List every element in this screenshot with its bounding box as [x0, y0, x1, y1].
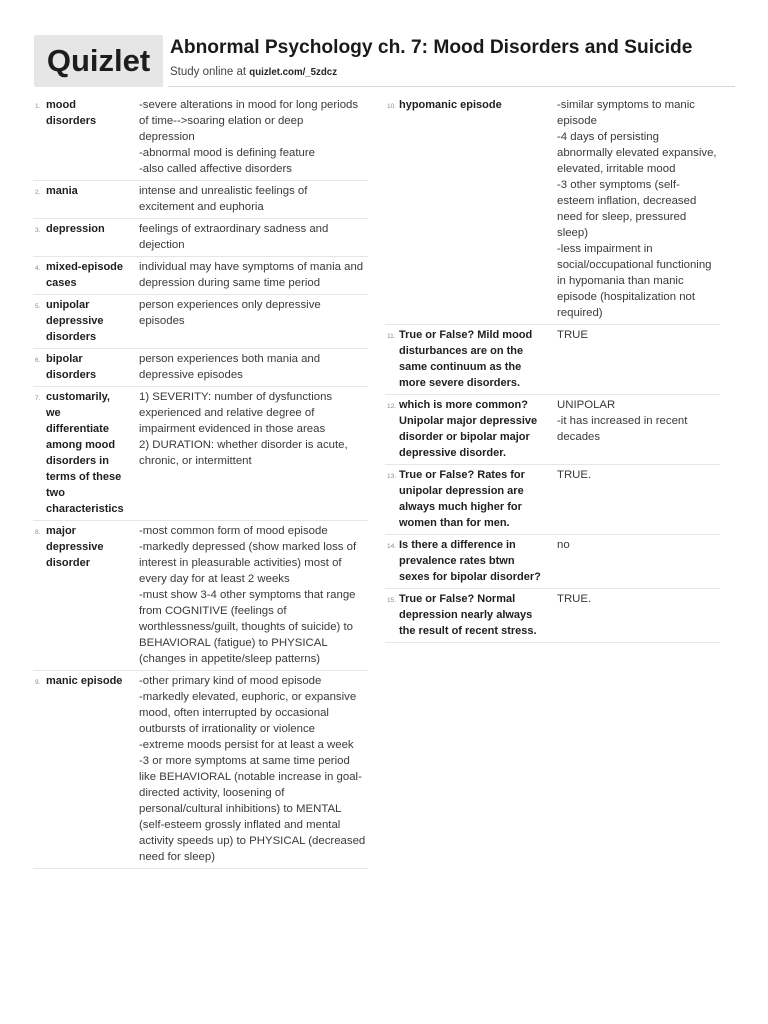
card-term: [399, 327, 557, 391]
card-number: 4.: [35, 265, 41, 272]
definition-line: (self-esteem grossly inflated and mental: [139, 819, 341, 831]
card-term: [399, 467, 557, 531]
definition-line: BEHAVIORAL (fatigue) to PHYSICAL: [139, 637, 328, 649]
card-definition: [139, 221, 368, 253]
study-online-note: [170, 65, 337, 80]
term-line: disorders in: [46, 455, 109, 467]
card-definition: [139, 259, 368, 291]
header-divider: [168, 86, 735, 87]
flashcard-row: [33, 349, 368, 387]
term-line: mixed-episode: [46, 261, 124, 273]
term-line: disorders: [46, 115, 97, 127]
term-line: True or False? Rates for: [399, 469, 525, 481]
definition-line: individual may have symptoms of mania and: [139, 261, 364, 273]
definition-line: episode (hospitalization not: [557, 291, 696, 303]
card-number: 6.: [35, 357, 41, 364]
term-line: which is more common?: [399, 399, 528, 411]
definition-line: need for sleep): [139, 851, 215, 863]
term-line: prevalence rates btwn: [399, 555, 515, 567]
term-line: mood: [46, 99, 76, 111]
card-definition: [139, 183, 368, 215]
term-line: Is there a difference in: [399, 539, 516, 551]
definition-line: depression during same time period: [139, 277, 321, 289]
term-line: characteristics: [46, 503, 124, 515]
definition-line: social/occupational functioning: [557, 259, 712, 271]
term-line: major: [46, 525, 76, 537]
definition-line: activity speeds up) to PHYSICAL (decreased: [139, 835, 366, 847]
card-term: [399, 537, 557, 585]
card-term: [46, 673, 139, 689]
flashcard-row: [33, 387, 368, 521]
flashcard-row: [33, 181, 368, 219]
definition-line: interest in pleasurable activities) most of: [139, 557, 342, 569]
card-number: 10.: [387, 103, 397, 110]
definition-line: required): [557, 307, 603, 319]
term-line: depressive: [46, 541, 104, 553]
card-term: [46, 351, 139, 383]
card-term: [46, 97, 139, 129]
term-line: disturbances are on the: [399, 345, 524, 357]
flashcard-row: [33, 521, 368, 671]
card-definition: [139, 351, 368, 383]
term-line: True or False? Normal: [399, 593, 516, 605]
flashcard-row: [385, 325, 720, 395]
definition-line: personal/cultural inhibitions) to MENTAL: [139, 803, 342, 815]
definition-line: -most common form of mood episode: [139, 525, 328, 537]
flashcard-row: [33, 219, 368, 257]
term-line: always much higher for: [399, 501, 522, 513]
definition-line: -it has increased in recent: [557, 415, 688, 427]
term-line: cases: [46, 277, 77, 289]
card-definition: [139, 389, 368, 469]
card-term: [46, 183, 139, 199]
definition-line: -abnormal mood is defining feature: [139, 147, 316, 159]
definition-line: every day for at least 2 weeks: [139, 573, 290, 585]
card-number: 7.: [35, 395, 41, 402]
card-term: [399, 397, 557, 461]
definition-line: -markedly elevated, euphoric, or expansive: [139, 691, 357, 703]
term-line: same continuum as the: [399, 361, 522, 373]
definition-line: intense and unrealistic feelings of: [139, 185, 308, 197]
definition-line: -markedly depressed (show marked loss of: [139, 541, 357, 553]
definition-line: -4 days of persisting: [557, 131, 659, 143]
flashcard-row: [33, 95, 368, 181]
term-line: differentiate: [46, 423, 109, 435]
term-line: bipolar: [46, 353, 83, 365]
term-line: the result of recent stress.: [399, 625, 537, 637]
definition-line: elevated, irritable mood: [557, 163, 676, 175]
flashcard-row: [33, 671, 368, 869]
definition-line: UNIPOLAR: [557, 399, 616, 411]
definition-line: 1) SEVERITY: number of dysfunctions: [139, 391, 333, 403]
card-definition: [139, 297, 368, 329]
definition-line: esteem inflation, decreased: [557, 195, 697, 207]
card-number: 14.: [387, 543, 397, 550]
definition-line: episodes: [139, 315, 185, 327]
card-number: 11.: [387, 333, 396, 340]
term-line: customarily,: [46, 391, 110, 403]
definition-line: -also called affective disorders: [139, 163, 293, 175]
card-term: [399, 97, 557, 113]
definition-line: decades: [557, 431, 601, 443]
term-line: True or False? Mild mood: [399, 329, 533, 341]
term-line: unipolar depression are: [399, 485, 524, 497]
term-line: women than for men.: [399, 517, 510, 529]
term-line: disorder or bipolar major: [399, 431, 530, 443]
card-term: [46, 221, 139, 237]
set-title: Abnormal Psychology ch. 7: Mood Disorders and Suicide: [170, 37, 693, 58]
card-term: [46, 259, 139, 291]
term-line: hypomanic episode: [399, 99, 502, 111]
flashcard-row: [33, 257, 368, 295]
term-line: disorders: [46, 369, 97, 381]
card-definition: [557, 591, 720, 607]
term-line: depression nearly always: [399, 609, 533, 621]
term-line: Unipolar major depressive: [399, 415, 538, 427]
definition-line: directed activity, loosening of: [139, 787, 285, 799]
card-definition: [557, 97, 720, 321]
definition-line: 2) DURATION: whether disorder is acute,: [139, 439, 348, 451]
definition-line: of time-->soaring elation or deep: [139, 115, 304, 127]
card-number: 13.: [387, 473, 397, 480]
definition-line: worthlessness/guilt, thoughts of suicide) to: [139, 621, 354, 633]
definition-line: no: [557, 539, 570, 551]
card-number: 5.: [35, 303, 41, 310]
term-line: unipolar: [46, 299, 90, 311]
definition-line: impairment evidenced in those areas: [139, 423, 326, 435]
flashcard-row: [385, 535, 720, 589]
definition-line: episode: [557, 115, 597, 127]
definition-line: experienced and relative degree of: [139, 407, 315, 419]
term-line: more severe disorders.: [399, 377, 521, 389]
definition-line: feelings of extraordinary sadness and: [139, 223, 329, 235]
definition-line: -severe alterations in mood for long periods: [139, 99, 359, 111]
flashcard-row: [385, 465, 720, 535]
card-term: [46, 523, 139, 571]
flashcard-row: [385, 589, 720, 643]
definition-line: excitement and euphoria: [139, 201, 264, 213]
card-number: 1.: [35, 103, 41, 110]
quizlet-logo: Quizlet: [34, 35, 163, 87]
definition-line: mood, often interrupted by occasional: [139, 707, 329, 719]
left-card-column: [33, 95, 368, 869]
term-line: depression: [46, 223, 105, 235]
term-line: disorders: [46, 331, 97, 343]
card-definition: [139, 97, 368, 177]
term-line: terms of these: [46, 471, 122, 483]
card-term: [46, 389, 139, 517]
definition-line: dejection: [139, 239, 185, 251]
definition-line: TRUE.: [557, 469, 592, 481]
term-line: disorder: [46, 557, 91, 569]
card-number: 3.: [35, 227, 41, 234]
definition-line: abnormally elevated expansive,: [557, 147, 717, 159]
card-number: 8.: [35, 529, 41, 536]
definition-line: person experiences both mania and: [139, 353, 321, 365]
right-card-column: [385, 95, 720, 643]
flashcard-row: [385, 95, 720, 325]
term-line: we: [46, 407, 61, 419]
card-term: [46, 297, 139, 345]
definition-line: depressive episodes: [139, 369, 243, 381]
term-line: mania: [46, 185, 78, 197]
definition-line: need for sleep, pressured: [557, 211, 687, 223]
study-url: quizlet.com/_5zdcz: [249, 67, 338, 78]
term-line: sexes for bipolar disorder?: [399, 571, 541, 583]
definition-line: TRUE.: [557, 593, 592, 605]
definition-line: -similar symptoms to manic: [557, 99, 695, 111]
card-definition: [139, 523, 368, 667]
definition-line: -3 other symptoms (self-: [557, 179, 680, 191]
card-term: [399, 591, 557, 639]
definition-line: person experiences only depressive: [139, 299, 321, 311]
definition-line: like BEHAVIORAL (notable increase in goal-: [139, 771, 362, 783]
card-definition: [557, 467, 720, 483]
term-line: two: [46, 487, 65, 499]
flashcard-row: [33, 295, 368, 349]
card-number: 2.: [35, 189, 41, 196]
definition-line: TRUE: [557, 329, 589, 341]
term-line: depressive disorder.: [399, 447, 506, 459]
card-number: 12.: [387, 403, 397, 410]
card-definition: [557, 537, 720, 553]
definition-line: chronic, or intermittent: [139, 455, 252, 467]
definition-line: outbursts of irrationality or violence: [139, 723, 316, 735]
study-online-label: Study online at: [170, 66, 247, 78]
card-definition: [557, 327, 720, 343]
card-definition: [557, 397, 720, 445]
flashcard-row: [385, 395, 720, 465]
term-line: among mood: [46, 439, 116, 451]
term-line: manic episode: [46, 675, 123, 687]
definition-line: (changes in appetite/sleep patterns): [139, 653, 321, 665]
definition-line: -3 or more symptoms at same time period: [139, 755, 350, 767]
term-line: depressive: [46, 315, 104, 327]
definition-line: sleep): [557, 227, 589, 239]
card-definition: [139, 673, 368, 865]
definition-line: in hypomania than manic: [557, 275, 684, 287]
card-number: 9.: [35, 679, 41, 686]
definition-line: -must show 3-4 other symptoms that range: [139, 589, 356, 601]
definition-line: depression: [139, 131, 195, 143]
card-number: 15.: [387, 597, 397, 604]
definition-line: -less impairment in: [557, 243, 653, 255]
definition-line: from COGNITIVE (feelings of: [139, 605, 287, 617]
definition-line: -other primary kind of mood episode: [139, 675, 322, 687]
definition-line: -extreme moods persist for at least a week: [139, 739, 354, 751]
